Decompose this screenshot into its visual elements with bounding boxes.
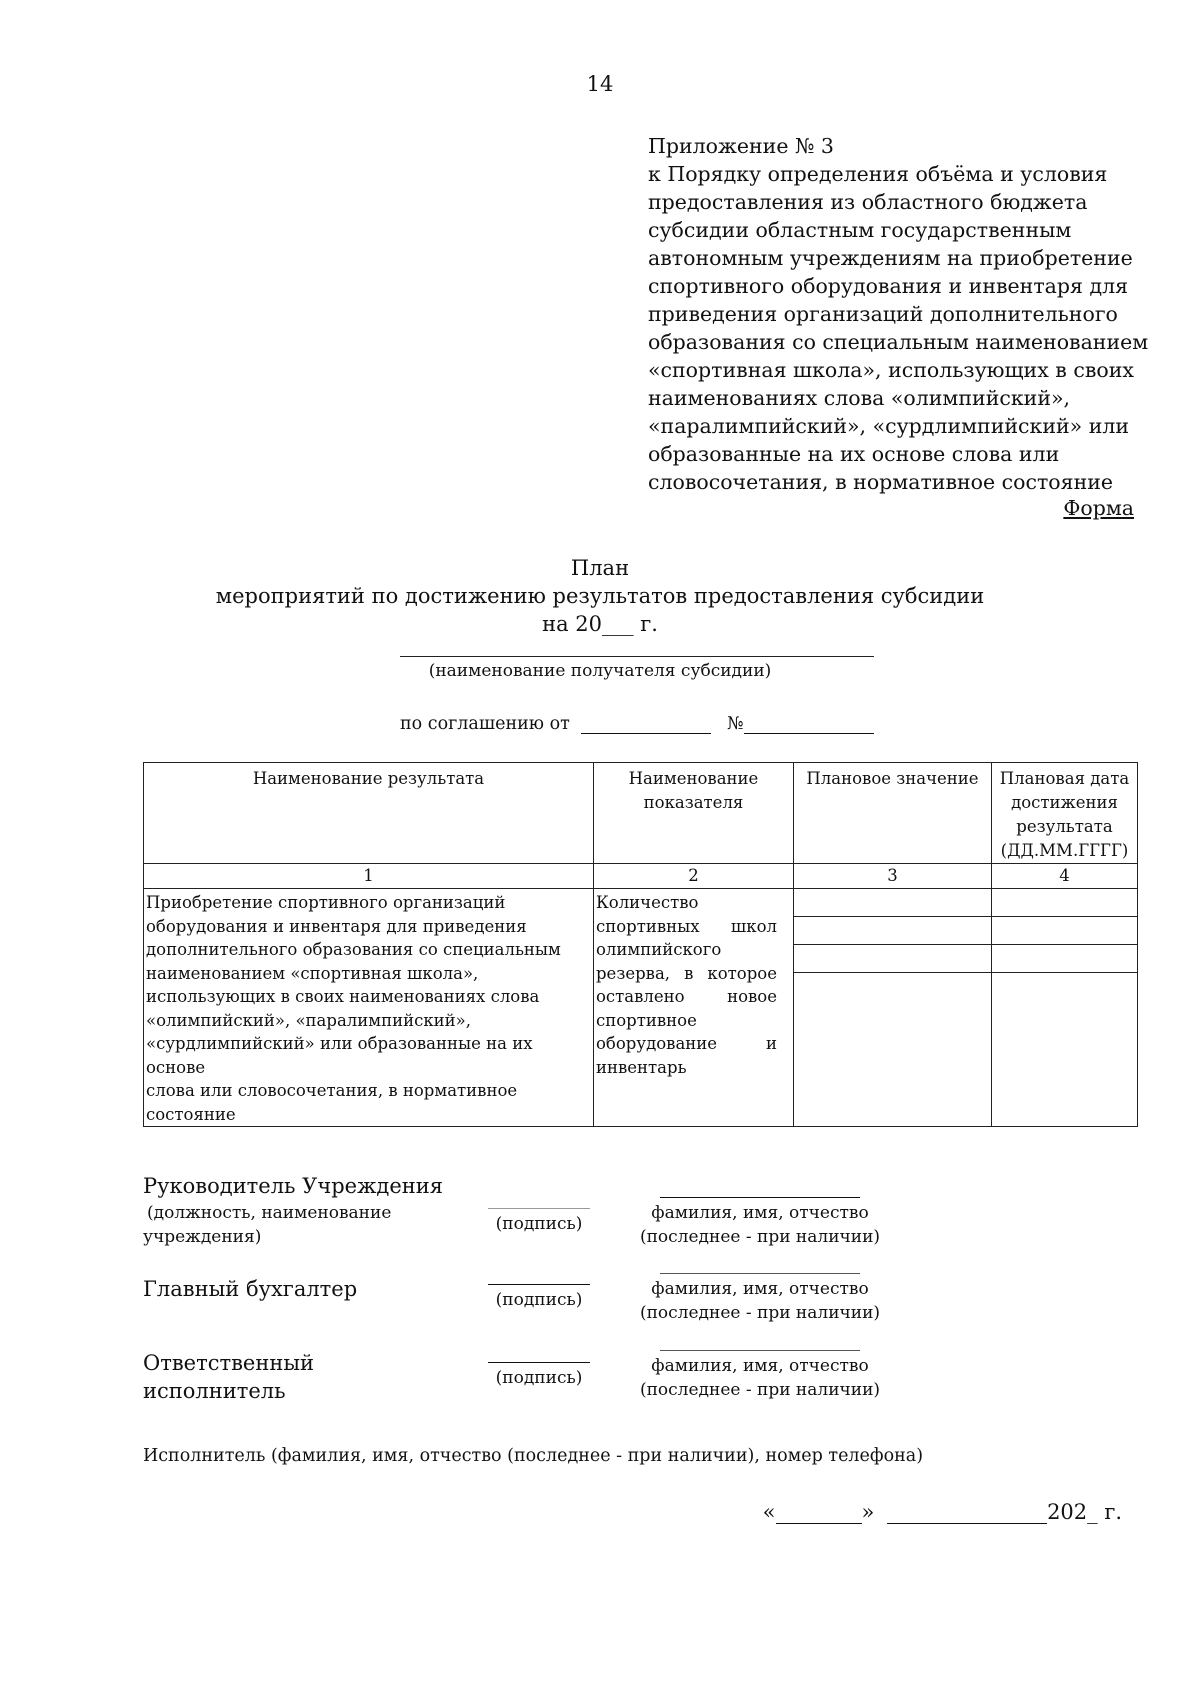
plan-title: План — [570, 556, 630, 580]
appendix-line: автономным учреждениям на приобретение — [648, 246, 1133, 270]
accountant-signature-line — [488, 1284, 590, 1285]
date-line — [763, 1500, 1122, 1524]
appendix-line: «паралимпийский», «сурдлимпийский» или — [648, 414, 1130, 438]
appendix-line: приведения организаций дополнительного — [648, 302, 1118, 326]
name-caption-line: (последнее - при наличии) — [639, 1303, 881, 1323]
table-row — [144, 889, 1138, 1127]
name-caption-line: фамилия, имя, отчество — [651, 1203, 869, 1223]
plan-title-block — [0, 554, 1200, 638]
result-line: использующих в своих наименованиях слова — [146, 987, 540, 1006]
head-name-caption — [620, 1201, 900, 1249]
executor-contact-line: Исполнитель (фамилия, имя, отчество (последнее - при наличии), номер телефона) — [143, 1446, 924, 1466]
executor-name-caption — [620, 1354, 900, 1402]
header-planned-date: Плановая дата достижения результата (ДД.ММ.ГГГГ) — [992, 763, 1138, 864]
appendix-line: к Порядку определения объёма и условия — [648, 162, 1108, 186]
result-line: слова или словосочетания, в нормативное — [146, 1081, 518, 1100]
indicator-line: резерва, в которое — [596, 963, 777, 983]
planned-date-subcell[interactable] — [992, 889, 1137, 917]
appendix-line: образованные на их основе слова или — [648, 442, 1060, 466]
planned-value-subcell[interactable] — [794, 917, 991, 945]
appendix-line: Приложение № 3 — [648, 134, 834, 158]
result-line: «сурдлимпийский» или образованные на их основе — [146, 1034, 533, 1077]
result-line: наименованием «спортивная школа», — [146, 963, 479, 983]
date-close-quote: » — [861, 1500, 875, 1524]
planned-value-cell[interactable] — [794, 889, 992, 1127]
result-line: оборудования и инвентаря для приведения — [146, 916, 527, 936]
column-number: 2 — [594, 864, 794, 889]
name-caption-line: фамилия, имя, отчество — [651, 1356, 869, 1376]
indicator-line: инвентарь — [596, 1057, 687, 1077]
accountant-name-line — [660, 1273, 860, 1274]
head-sub-2: учреждения) — [143, 1227, 262, 1247]
form-label: Форма — [1063, 496, 1134, 520]
appendix-line: наименованиях слова «олимпийский», — [648, 386, 1071, 410]
indicator-cell — [594, 889, 794, 1127]
agreement-number-blank — [744, 715, 874, 734]
indicator-line: оставлено новое — [596, 987, 777, 1006]
appendix-line: спортивного оборудования и инвентаря для — [648, 274, 1129, 298]
executor-title-2: исполнитель — [143, 1379, 286, 1403]
table-header-row — [144, 763, 1138, 864]
accountant-name-caption — [620, 1277, 900, 1325]
date-month-blank — [887, 1501, 1047, 1524]
agreement-date-blank — [581, 715, 711, 734]
planned-date-cell[interactable] — [992, 889, 1138, 1127]
page-number: 14 — [586, 72, 614, 96]
recipient-caption: (наименование получателя субсидии) — [428, 661, 772, 681]
result-line: дополнительного образования со специальным — [146, 940, 561, 959]
result-line: «олимпийский», «паралимпийский», — [146, 1010, 471, 1030]
executor-name-line — [660, 1350, 860, 1351]
date-open-quote: « — [762, 1500, 776, 1524]
head-title: Руководитель Учреждения — [143, 1174, 443, 1198]
executor-title-1: Ответственный — [143, 1351, 315, 1375]
result-line: Приобретение спортивного организаций — [146, 893, 506, 912]
column-number: 1 — [144, 864, 594, 889]
appendix-line: образования со специальным наименованием — [648, 330, 1149, 354]
name-caption-line: (последнее - при наличии) — [639, 1227, 881, 1247]
indicator-line: спортивное — [596, 1010, 697, 1030]
plan-year-line: на 20___ г. — [542, 612, 658, 636]
date-day-blank — [776, 1501, 862, 1524]
planned-value-subcell[interactable] — [794, 889, 991, 917]
executor-signature-line — [488, 1362, 590, 1363]
planned-date-subcell[interactable] — [992, 917, 1137, 945]
agreement-number-sign: № — [726, 714, 744, 734]
appendix-line: субсидии областным государственным — [648, 218, 1072, 242]
indicator-line: олимпийского — [596, 940, 722, 959]
column-number: 4 — [992, 864, 1138, 889]
agreement-line — [400, 714, 874, 734]
appendix-line: «спортивная школа», использующих в своих — [648, 358, 1134, 382]
accountant-signature-caption: (подпись) — [495, 1290, 583, 1310]
indicator-line: Количество — [596, 893, 699, 912]
appendix-header — [648, 132, 1148, 496]
accountant-title: Главный бухгалтер — [143, 1277, 358, 1301]
date-year: 202_ г. — [1047, 1500, 1122, 1524]
appendix-line: предоставления из областного бюджета — [648, 190, 1088, 214]
executor-signature-caption: (подпись) — [495, 1368, 583, 1388]
header-result: Наименование результата — [144, 763, 594, 864]
planned-date-subcell[interactable] — [992, 945, 1137, 973]
result-line: состояние — [146, 1104, 236, 1124]
header-planned-value: Плановое значение — [794, 763, 992, 864]
result-cell — [144, 889, 594, 1127]
header-indicator: Наименование показателя — [594, 763, 794, 864]
plan-table — [143, 762, 1138, 1127]
appendix-line: словосочетания, в нормативное состояние — [648, 470, 1114, 494]
indicator-line: оборудование и — [596, 1034, 777, 1053]
name-caption-line: фамилия, имя, отчество — [651, 1279, 869, 1299]
recipient-line — [400, 656, 874, 657]
planned-value-subcell[interactable] — [794, 945, 991, 973]
name-caption-line: (последнее - при наличии) — [639, 1380, 881, 1400]
head-signature-line — [488, 1208, 590, 1209]
agreement-prefix: по соглашению от — [400, 714, 570, 734]
plan-subtitle: мероприятий по достижению результатов предоставления субсидии — [215, 584, 985, 608]
indicator-line: спортивных школ — [596, 916, 777, 936]
head-sub-1: (должность, наименование — [147, 1203, 392, 1223]
head-signature-caption: (подпись) — [495, 1214, 583, 1234]
column-number: 3 — [794, 864, 992, 889]
head-name-line — [660, 1197, 860, 1198]
table-number-row — [144, 864, 1138, 889]
